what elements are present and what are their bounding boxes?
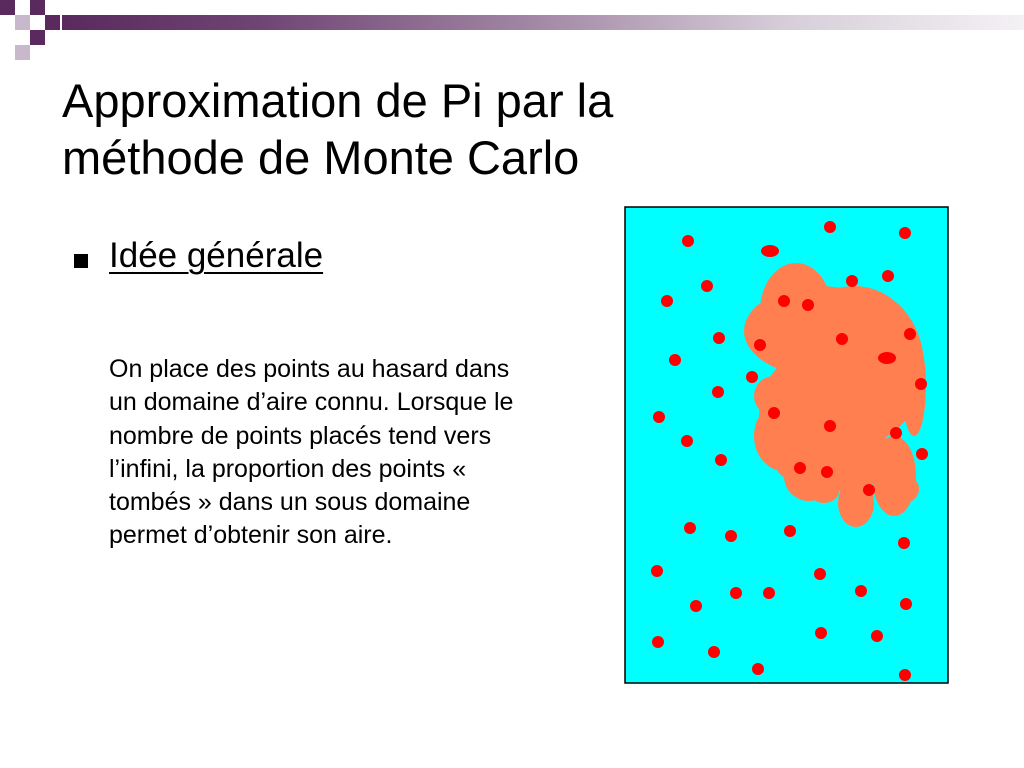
point bbox=[836, 333, 848, 345]
deco-square bbox=[0, 0, 15, 15]
point bbox=[821, 466, 833, 478]
point bbox=[899, 227, 911, 239]
point bbox=[899, 669, 911, 681]
point bbox=[915, 378, 927, 390]
point bbox=[904, 328, 916, 340]
body-paragraph: On place des points au hasard dans un domaine d’aire connu. Lorsque le nombre de points placés tend vers l’infini, la proportion des points « tombés » dans un sous domaine permet d’obtenir son aire. bbox=[109, 355, 514, 550]
point bbox=[713, 332, 725, 344]
point bbox=[715, 454, 727, 466]
point bbox=[778, 295, 790, 307]
deco-square bbox=[30, 30, 45, 45]
point bbox=[846, 275, 858, 287]
point bbox=[681, 435, 693, 447]
point bbox=[754, 339, 766, 351]
bullet-heading: Idée générale bbox=[109, 236, 324, 275]
point bbox=[752, 663, 764, 675]
point bbox=[871, 630, 883, 642]
title-accent-bar bbox=[62, 15, 1024, 30]
point bbox=[863, 484, 875, 496]
point bbox=[855, 585, 867, 597]
point bbox=[690, 600, 702, 612]
point bbox=[682, 235, 694, 247]
point bbox=[814, 568, 826, 580]
decorative-squares bbox=[0, 0, 80, 60]
point bbox=[669, 354, 681, 366]
point bbox=[712, 386, 724, 398]
point bbox=[802, 299, 814, 311]
slide-title: Approximation de Pi par la méthode de Monte Carlo bbox=[62, 74, 614, 184]
point bbox=[761, 245, 779, 257]
point bbox=[763, 587, 775, 599]
deco-square bbox=[45, 15, 60, 30]
point bbox=[653, 411, 665, 423]
deco-square bbox=[30, 0, 45, 15]
point bbox=[784, 525, 796, 537]
point bbox=[708, 646, 720, 658]
point bbox=[878, 352, 896, 364]
deco-square bbox=[15, 45, 30, 60]
point bbox=[815, 627, 827, 639]
point bbox=[701, 280, 713, 292]
point bbox=[824, 221, 836, 233]
point bbox=[916, 448, 928, 460]
point bbox=[768, 407, 780, 419]
point bbox=[684, 522, 696, 534]
point bbox=[898, 537, 910, 549]
point bbox=[900, 598, 912, 610]
point bbox=[652, 636, 664, 648]
point bbox=[794, 462, 806, 474]
point bbox=[882, 270, 894, 282]
bullet-square-icon bbox=[74, 254, 88, 268]
monte-carlo-figure bbox=[624, 206, 949, 684]
point bbox=[890, 427, 902, 439]
point bbox=[651, 565, 663, 577]
deco-square bbox=[15, 15, 30, 30]
point bbox=[824, 420, 836, 432]
point bbox=[730, 587, 742, 599]
point bbox=[725, 530, 737, 542]
point bbox=[661, 295, 673, 307]
point bbox=[746, 371, 758, 383]
